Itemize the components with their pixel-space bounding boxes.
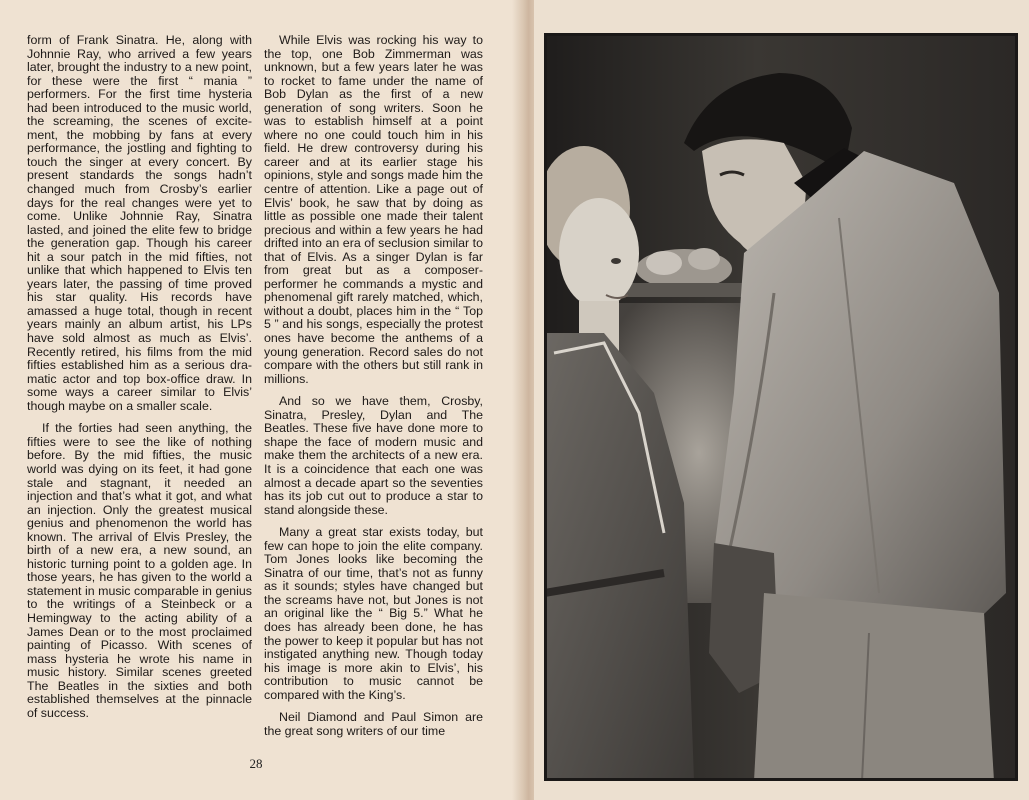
paragraph: form of Frank Sinatra. He, along with Johnnie Ray, who arrived a few years later, brought the industry to a new point, for these were the first “ mania ” performers. For the first time hysteria had been introduced to the music world, the screaming, the scenes of excitement, the mobbing by fans at every performance, the jostling and fighting to touch the singer at every concert. By present standards the songs hadn’t changed much from Crosby’s earlier days for the real changes were yet to come. Unlike Johnnie Ray, Sinatra lasted, and joined the elite few to bridge the generation gap. Though his career hit a sour patch in the mid fifties, not unlike that which happened to Elvis ten years later, the passing of time proved his star quality. His records have amassed a huge total, though in recent years mainly an album artist, his LPs have sold almost as much as Elvis’. Recently retired, his films from the mid fifties established him as a serious dramatic actor and top box-office draw. In some ways a career similar to Elvis’ though maybe on a smaller scale. xyxy=(27,33,252,413)
paragraph: While Elvis was rocking his way to the top, one Bob Zimmerman was unknown, but a few years later he was to rocket to fame under the name of Bob Dylan as the first of a new generation of song writers. Soon he was to establish himself at a point where no one could touch him in his field. He drew controversy during his career and at its earlier stage his opinions, style and songs made him the centre of attention. Like a page out of Elvis’ book, he saw that by doing as little as possible one made their talent precious and within a few years he had drifted into an era of seclusion similar to that of Elvis. As a singer Dylan is far from great but as a composer-performer he commands a mystic and phenomenal gift rarely matched, which, without a doubt, places him in the “ Top 5 ” and his songs, especially the protest ones have become the anthems of a young generation. Record sales do not compare with the others but still rank in millions. xyxy=(264,33,483,386)
paragraph: If the forties had seen anything, the fifties were to see the like of nothing before. By the mid fifties, the music world was dying on its feet, it had gone stale and stagnant, it needed an injection and that’s what it got, and what an injection. Only the greatest musical genius and phenomenon the world has known. The arrival of Elvis Presley, the birth of a new era, a new sound, an historic turning point to a golden age. In those years, he has given to the world a statement in music comparable in genius to the writings of a Steinbeck or a Hemingway to the acting ability of a James Dean or to the most proclaimed painting of Picasso. With scenes of mass hysteria he wrote his name in music history. Similar scenes greeted The Beatles in the sixties and both established themselves at the pinnacle of success. xyxy=(27,421,252,720)
paragraph: Many a great star exists today, but few can hope to join the elite company. Tom Jones looks like becoming the Sinatra of our time, that’s not as funny as it sounds; styles have changed but the screams have not, but Jones is not an original like the “ Big 5.” What he does has already been done, he has the power to keep it popular but has not instigated anything new. Though today his image is more akin to Elvis’, his contribution to music cannot be compared with the King’s. xyxy=(264,525,483,702)
text-column-1 xyxy=(27,34,252,720)
paragraph: And so we have them, Crosby, Sinatra, Presley, Dylan and The Beatles. These five have done more to shape the face of modern music and make them the architects of a new era. It is a coincidence that each one was almost a decade apart so the seventies has its job cut out to produce a star to stand alongside these. xyxy=(264,394,483,517)
text-column-2 xyxy=(264,34,483,738)
photo-elvis-and-actress-icon xyxy=(544,33,1018,781)
paragraph: Neil Diamond and Paul Simon are the great song writers of our time xyxy=(264,710,483,738)
page-number: 28 xyxy=(249,756,263,771)
